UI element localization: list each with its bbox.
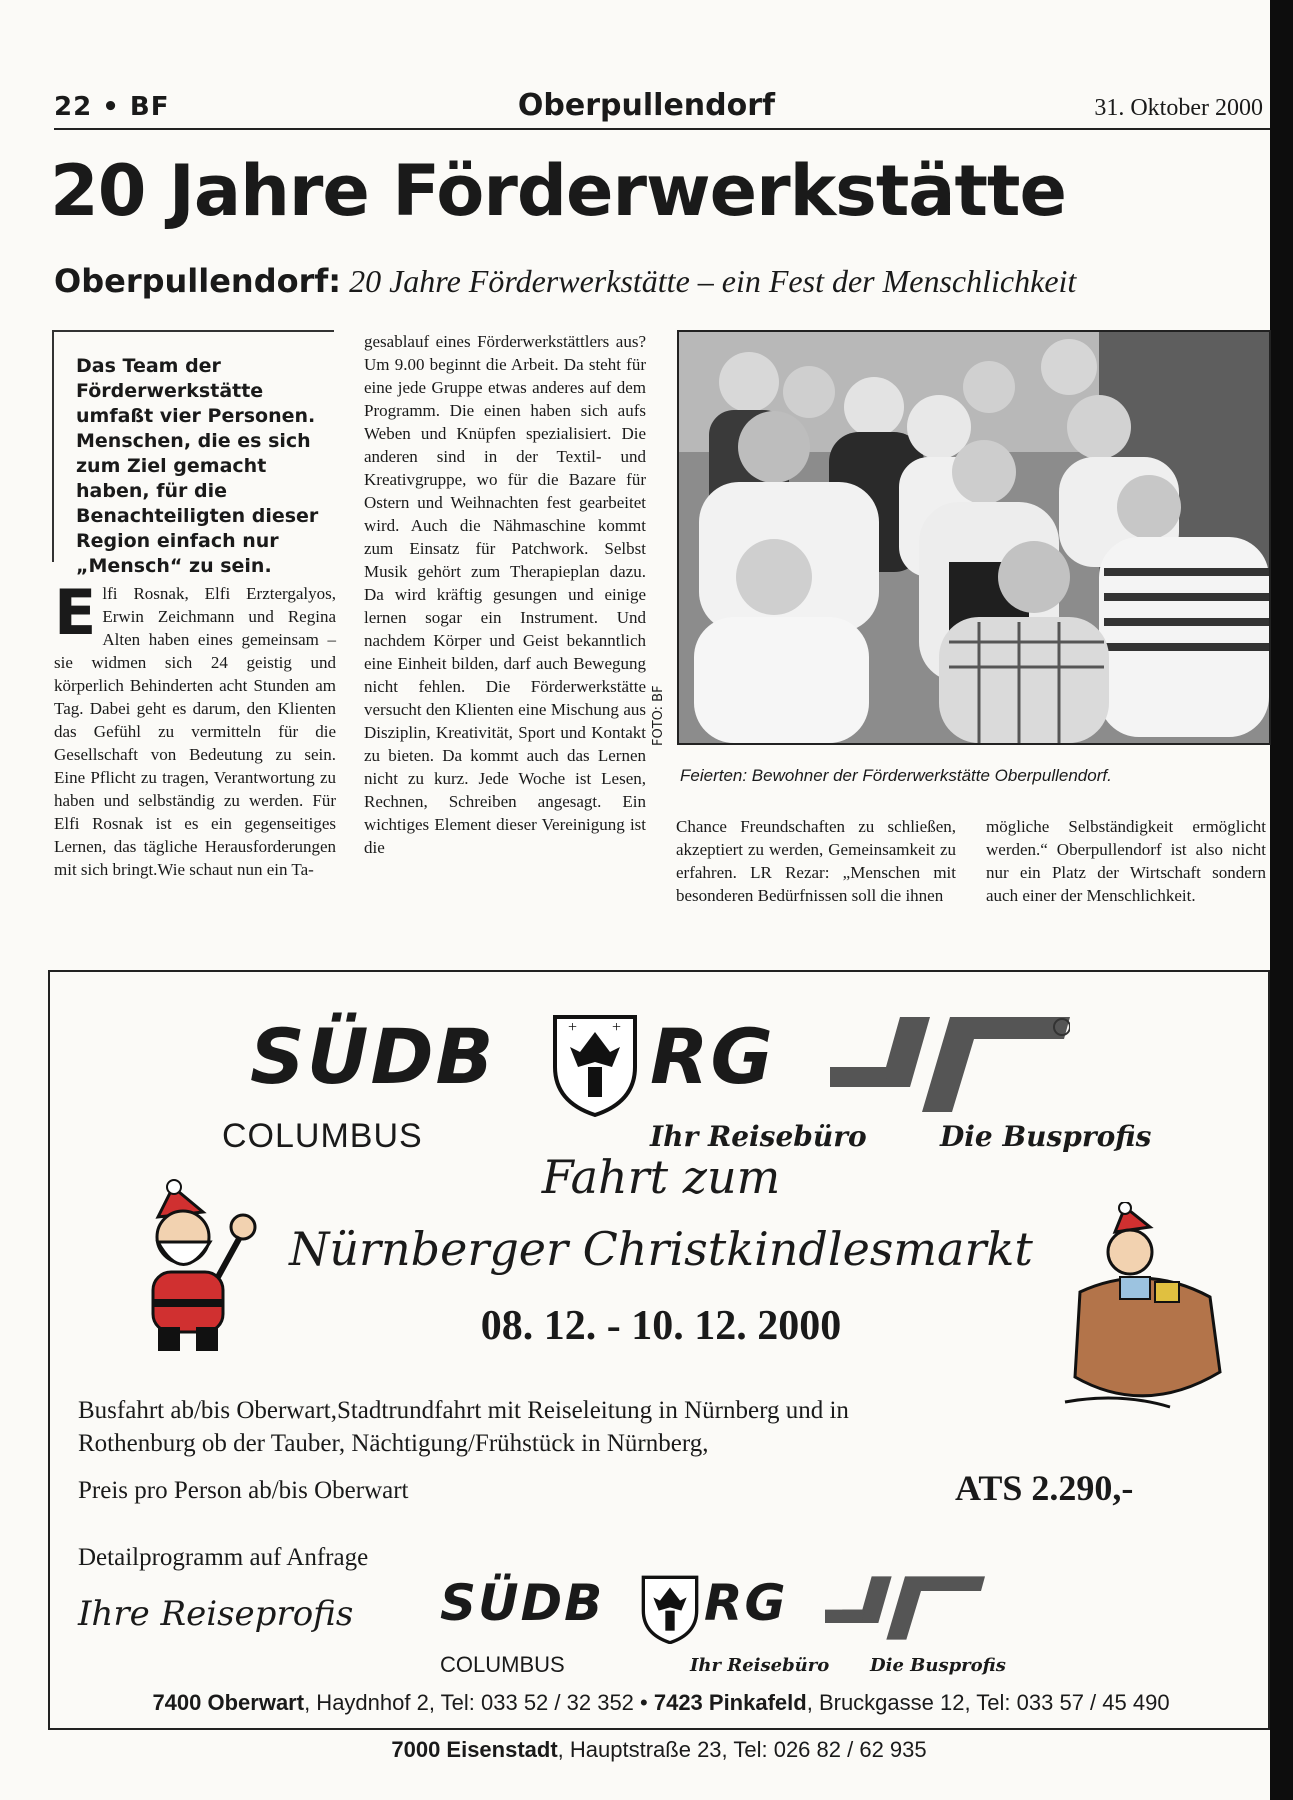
trip-title-line-2: Nürnberger Christkindlesmarkt bbox=[289, 1222, 1033, 1276]
subheadline bbox=[54, 262, 1076, 300]
jr-logo-small-icon bbox=[825, 1576, 985, 1640]
section-title: Oberpullendorf bbox=[517, 88, 776, 123]
svg-text:+: + bbox=[612, 1019, 622, 1036]
brand-logo bbox=[250, 1012, 1070, 1112]
castle-crest-icon bbox=[550, 1012, 640, 1117]
teaser-box bbox=[52, 330, 334, 577]
photo-credit-text: FOTO: BF bbox=[651, 685, 666, 746]
tagline-bus-small: Die Busprofis bbox=[870, 1655, 1006, 1676]
tagline-bus: Die Busprofis bbox=[940, 1120, 1152, 1153]
photo-credit bbox=[649, 668, 669, 748]
trip-description-2: Rothenburg ob der Tauber, Nächtigung/Frühstück in Nürnberg, bbox=[78, 1430, 709, 1457]
page-edge bbox=[1270, 0, 1293, 1800]
brand-logo-small bbox=[440, 1574, 1060, 1644]
address-pinkafeld: , Bruckgasse 12, Tel: 033 57 / 45 490 bbox=[806, 1690, 1170, 1715]
subhead-location: Oberpullendorf: bbox=[54, 262, 342, 300]
column-2-text: gesablauf eines Förderwerkstättlers aus? Um 9.00 beginnt die Arbeit. Da steht für eine jede Gruppe etwas anderes auf dem Programm. Die einen haben sich aufs Weben und Knüpfen spezialisiert. Die anderen sind in der Textil- und Kreativgruppe, wo für die Bazare für Ostern und Weihnachten fest gearbeitet wird. Auch die Nähmaschine kommt zum Einsatz für Patchwork. Selbst Musik gehört zum Therapieplan dazu. Da wird kräftig gesungen und einige lernen sogar ein Instrument. Und nachdem Körper und Geist bekanntlich eine Einheit bilden, darf auch Bewegung nicht fehlen. Die Förderwerkstätte versucht den Klienten eine Mischung aus Disziplin, Kreativität, Sport und Kontakt zu bieten. Da kommt auch das Lernen nicht zu kurz. Jede Woche ist Lesen, Rechnen, Schreiben angesagt. Ein wichtiges Element dieser Vereinigung ist die bbox=[364, 332, 646, 857]
castle-crest-small-icon bbox=[640, 1574, 700, 1644]
article-column-3 bbox=[676, 815, 956, 907]
address-line-2 bbox=[48, 1737, 1270, 1763]
column-1-text: lfi Rosnak, Elfi Erztergalyos, Erwin Zeichmann und Regina Alten haben eines gemeinsam – sie widmen sich 24 geistig und körperlich Behinderten acht Stunden am Tag. Dabei geht es darum, den Klienten das Gefühl zu vermitteln für die Gesellschaft von Bedeutung zu sein. Eine Pflicht zu tragen, Verantwortung zu haben und selbständig zu werden. Für Elfi Rosnak ist es ein gegenseitiges Lernen, das tägliche Herausforderungen mit sich bringt.Wie schaut nun ein Ta- bbox=[54, 584, 336, 879]
address-oberwart: , Haydnhof 2, Tel: 033 52 / 32 352 • bbox=[304, 1690, 654, 1715]
drop-cap: E bbox=[54, 576, 97, 649]
detail-note: Detailprogramm auf Anfrage bbox=[78, 1544, 369, 1571]
headline: 20 Jahre Förderwerkstätte bbox=[50, 150, 1066, 232]
svg-text:+: + bbox=[568, 1019, 578, 1036]
price-label: Preis pro Person ab/bis Oberwart bbox=[78, 1477, 409, 1504]
address-line-1 bbox=[50, 1690, 1272, 1716]
address-eisenstadt-city: 7000 Eisenstadt bbox=[391, 1737, 558, 1762]
address-eisenstadt: , Hauptstraße 23, Tel: 026 82 / 62 935 bbox=[557, 1737, 927, 1762]
address-oberwart-city: 7400 Oberwart bbox=[152, 1690, 305, 1715]
advertisement bbox=[48, 970, 1270, 1730]
group-photo-image bbox=[679, 332, 1269, 743]
jr-logo-icon bbox=[830, 1017, 1070, 1112]
brand-text-left-small: SÜDB bbox=[440, 1574, 605, 1632]
price-value: ATS 2.290,- bbox=[955, 1468, 1134, 1508]
address-pinkafeld-city: 7423 Pinkafeld bbox=[653, 1690, 807, 1715]
page-number: 22 • BF bbox=[54, 92, 170, 122]
column-4-text: mögliche Selbständigkeit ermöglicht werden.“ Oberpullendorf ist also nicht nur ein Platz der Wirtschaft sondern auch einer der Menschlichkeit. bbox=[986, 817, 1266, 905]
article-column-4 bbox=[986, 815, 1266, 907]
subhead-text: 20 Jahre Förderwerkstätte – ein Fest der Menschlichkeit bbox=[349, 263, 1077, 299]
sub-brand-small: COLUMBUS bbox=[440, 1652, 565, 1677]
group-photo bbox=[677, 330, 1271, 745]
article-column-2 bbox=[364, 330, 646, 859]
column-3-text: Chance Freundschaften zu schließen, akzeptiert zu werden, Gemeinsamkeit zu erfahren. LR Rezar: „Menschen mit besonderen Bedürfnissen soll die ihnen bbox=[676, 817, 956, 905]
photo-caption: Feierten: Bewohner der Förderwerkstätte Oberpullendorf. bbox=[680, 766, 1112, 785]
article-column-1 bbox=[54, 576, 336, 881]
sub-brand: COLUMBUS bbox=[222, 1117, 423, 1155]
issue-date: 31. Oktober 2000 bbox=[1094, 95, 1263, 121]
trip-title-line-1: Fahrt zum bbox=[541, 1150, 781, 1204]
trip-dates: 08. 12. - 10. 12. 2000 bbox=[480, 1303, 842, 1349]
teaser-text: Das Team der Förderwerkstätte umfaßt vier Personen. Menschen, die es sich zum Ziel gemacht haben, für die Benachteiligten dieser Region einfach nur „Mensch“ zu sein. bbox=[76, 355, 319, 577]
slogan: Ihre Reiseprofis bbox=[78, 1594, 354, 1634]
trip-description-1: Busfahrt ab/bis Oberwart,Stadtrundfahrt mit Reiseleitung in Nürnberg und in bbox=[78, 1397, 849, 1424]
brand-text-right-small: RG bbox=[704, 1574, 788, 1632]
brand-text-right: RG bbox=[650, 1012, 775, 1101]
brand-text-left: SÜDB bbox=[250, 1012, 496, 1101]
header-rule bbox=[54, 128, 1270, 130]
tagline-agency-small: Ihr Reisebüro bbox=[690, 1655, 830, 1676]
tagline-agency: Ihr Reisebüro bbox=[650, 1120, 867, 1153]
